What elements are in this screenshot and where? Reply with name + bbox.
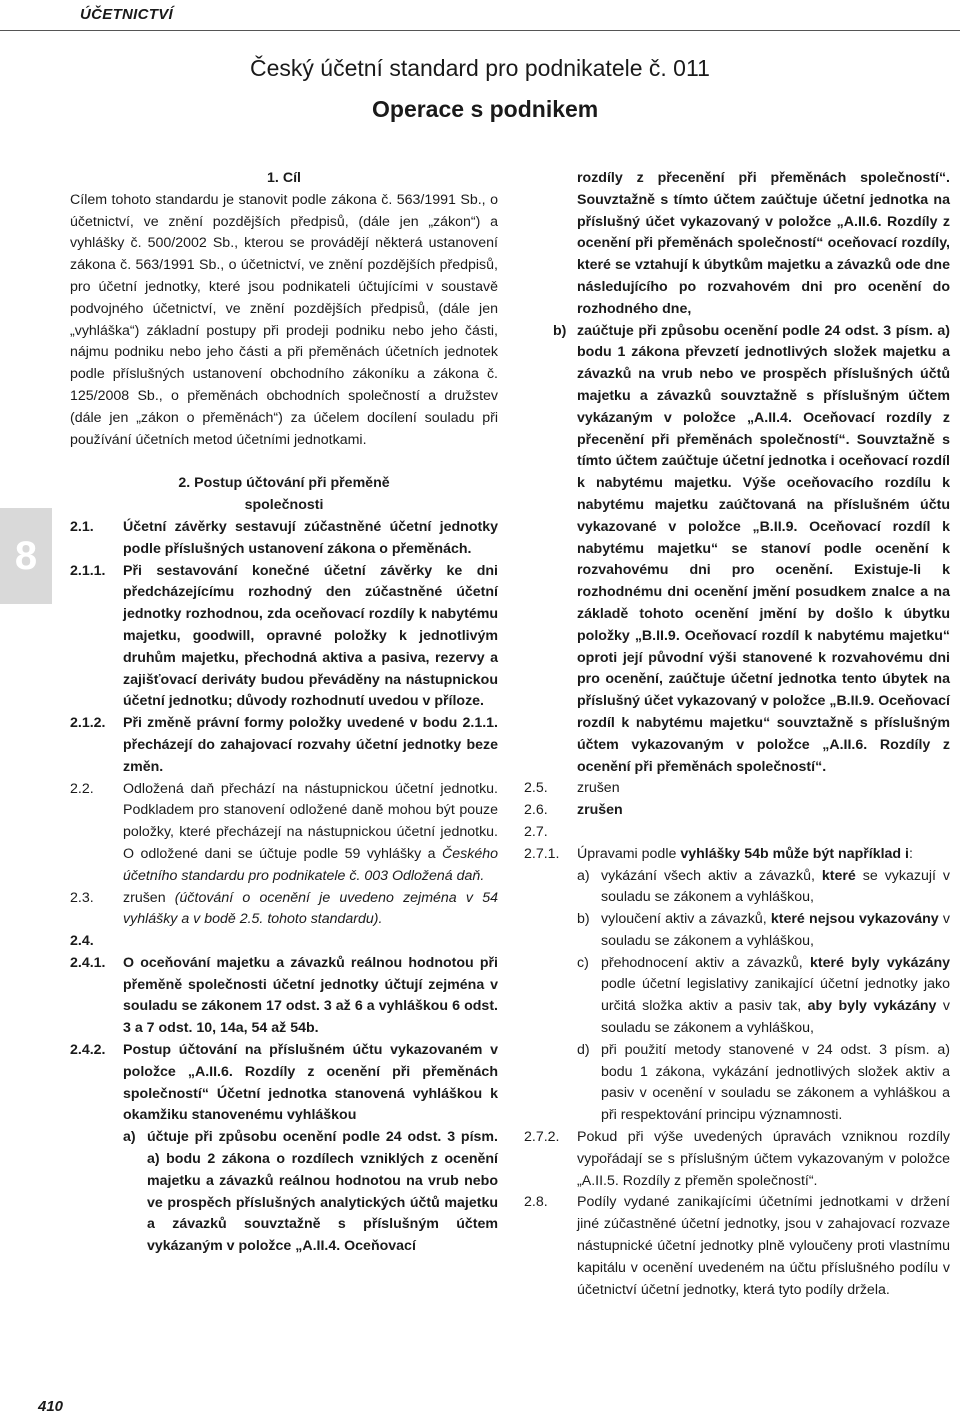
- item-text: Účetní závěrky sestavují zúčastněné účetní jednotky podle příslušných ustanovení zákona o přeměnách.: [123, 518, 498, 557]
- sub-item-d: d) při použití metody stanovené v 24 odst. 3 písm. a) bodu 1 zákona, vykázání jednotlivých složek aktiv a pasiv v ocenění v souladu se zákonem a vyhláškou a při respektování principu významnosti.: [577, 1041, 950, 1124]
- document-title: Český účetní standard pro podnikatele č. 011: [250, 55, 710, 81]
- header-rule: [0, 30, 960, 31]
- item-2-4-2: [70, 1040, 498, 1258]
- item-number: 2.2.: [70, 780, 94, 797]
- item-number: 2.1.2.: [70, 715, 106, 732]
- item-text: rozdíly z přecenění při přeměnách společností“. Souvztažně s tímto účtem zaúčtuje účetní jednotka na příslušný účet vykazovaný v položce „A.II.6. Rozdíly z ocenění při přeměnách společností“ oceňovací rozdíly, které se vztahují k úbytkům majetku a závazků ode dne následujícího po rozvahovém dni pro ocenění do rozhodného dne,: [577, 170, 950, 317]
- item-number: 2.7.: [524, 823, 548, 840]
- item-number: 2.6.: [524, 802, 548, 819]
- item-2-5: [524, 778, 950, 800]
- left-column: [70, 168, 498, 1258]
- item-2-6: [524, 800, 950, 822]
- item-2-4-2-b: b) zaúčtuje při způsobu ocenění podle 24 odst. 3 písm. a) bodu 1 zákona převzetí jednotlivých složek majetku a závazků na vrub nebo ve prospěch příslušných účtů majetku a závazků souvztažně s příslušným účtem vykázaným v položce „A.II.4. Oceňovací rozdíly z přecenění při přeměnách společností“. Souvztažně s tímto účtem zaúčtuje účetní jednotka i oceňovací rozdíl k nabytému majetku. Výše oceňovacího rozdílu k nabytému majetku zaúčtovaná na příslušném účtu vykazované v položce „B.II.9. Oceňovací rozdíl k nabytému majetku“ se stanoví podle ocenění k rozvahovému dni pro ocenění. Existuje-li k rozhodnému dni ocenění jmění posudkem znalce a na základě tohoto ocenění jmění by došlo k úbytku položky „B.II.9. Oceňovací rozdíl k nabytému majetku“ oproti její původní výši stanovené k rozvahovému dni pro ocenění, zaúčtuje účetní jednotka tento úbytek na příslušný účet vykazovaný v položce „B.II.9. Oceňovací rozdíl k nabytému majetku“ souvztažně s příslušným účtem vykazovaným v položce „A.II.6. Rozdíly z ocenění při přeměnách společností“.: [553, 322, 950, 775]
- sub-item-a: a) účtuje při způsobu ocenění podle 24 odst. 3 písm. a) bodu 2 zákona o rozdílech vzniklých z ocenění majetku a závazků reálnou hodnotou na vrub nebo ve prospěch příslušných analytických účtů majetku a závazků souvztažně s příslušným účtem vykázaným v položce „A.II.4. Oceňovací: [123, 1129, 498, 1255]
- item-text: Odložená daň přechází na nástupnickou účetní jednotku. Podkladem pro stanovení odložené daně mohou být pouze položky, které přecházejí na nástupnickou účetní jednotku. O odložené dani se účtuje podle 59 vyhlášky a Českého účetního standardu pro podnikatele č. 003 Odložená daň.: [123, 780, 498, 884]
- item-number: 2.3.: [70, 889, 94, 906]
- item-2-1: [70, 517, 498, 561]
- section-2-heading-line-2: společnosti: [244, 497, 324, 514]
- chapter-number: 8: [14, 533, 38, 578]
- item-text: O oceňování majetku a závazků reálnou hodnotou při přeměně společnosti účetní jednotky účtují zejména v souladu se zákonem 17 odst. 3 až 6 a vyhláškou 6 odst. 3 a 7 odst. 10, 14a, 54 až 54b.: [123, 954, 498, 1037]
- item-text: Pokud při výše uvedených úpravách vzniknou rozdíly vypořádají se s příslušným účtem vykazovaným v položce „A.II.5. Rozdíly z přeměn společností“.: [577, 1129, 950, 1189]
- chapter-tab: [0, 508, 52, 604]
- page-number: 410: [38, 1398, 64, 1415]
- sub-item-a: a) vykázání všech aktiv a závazků, které se vykazují v souladu se zákonem a vyhláškou,: [577, 867, 951, 906]
- item-text: Při sestavování konečné účetní závěrky ke dni předcházejícímu rozhodný den zúčastněné účetní jednotky rozhodnou, zda oceňovací rozdíly k nabytému majetku, goodwill, opravné položky k jednotlivým druhům majetku, přechodná aktiva a pasiva, rezervy a zajišťovací deriváty budou převáděny na nástupnickou účetní jednotku; důvody rozhodnutí uvedou v příloze.: [123, 562, 498, 710]
- item-text: zrušen: [577, 780, 620, 797]
- document-subtitle: Operace s podnikem: [372, 96, 599, 122]
- item-number: 2.7.2.: [524, 1129, 560, 1146]
- item-2-4: [70, 931, 498, 953]
- section-1-text: Cílem tohoto standardu je stanovit podle zákona č. 563/1991 Sb., o účetnictví, ve znění pozdějších předpisů, (dále jen „zákon“) a vyhlášky č. 500/2002 Sb., kterou se provádějí některá ustanovení zákona č. 563/1991 Sb., o účetnictví, ve znění pozdějších předpisů, pro účetní jednotky, které jsou podnikateli účtujícími v soustavě podvojného účetnictví, ve znění pozdějších předpisů, (dále jen „vyhláška“) základní postupy při prodeji podniku nebo jeho části, nájmu podniku nebo jeho části a při přeměnách účetních jednotek podle příslušných ustanovení obchodního zákoníku a zákona č. 125/2008 Sb., o přeměnách obchodních společností a družstev (dále jen „zákon o přeměnách“) za účelem docílení souladu při používání účetních metod účetními jednotkami.: [70, 191, 498, 448]
- item-2-7-1: [524, 844, 950, 1127]
- item-2-8: [524, 1192, 950, 1301]
- item-number: 2.1.1.: [70, 562, 106, 579]
- item-2-1-1: [70, 561, 498, 714]
- sub-item-b: b) vyloučení aktiv a závazků, které nejsou vykazovány v souladu se zákonem a vyhláškou,: [577, 911, 950, 949]
- item-number: 2.1.: [70, 518, 94, 535]
- page-header: [0, 0, 960, 34]
- item-number: 2.5.: [524, 780, 548, 797]
- right-column: [524, 168, 950, 1301]
- item-2-3: [70, 888, 498, 932]
- item-2-1-2: [70, 713, 498, 778]
- item-2-4-2-a-continued: [524, 168, 950, 321]
- section-label: ÚČETNICTVÍ: [80, 6, 173, 23]
- item-text: Úpravami podle vyhlášky 54b může být například i: a) vykázání všech aktiv a závazků, které se vykazují v souladu se zákonem a vyhláškou, b) vyloučení aktiv a závazků, které nejsou vykazovány v souladu se zákonem a vyhláškou, c) přehodnocení aktiv a závazků, které byly vykázány podle účetní legislativy zanikající účetní jednotky jako určitá složka aktiv a pasiv tak, aby byly vykázány v souladu se zákonem a vyhláškou, d) při použití metody stanovené v 24 odst. 3 písm. a) bodu 1 zákona, vykázání jednotlivých složek aktiv a pasiv v ocenění v souladu se zákonem a vyhláškou a při respektování principu významnosti.: [577, 844, 950, 1127]
- item-text: zrušen: [577, 802, 623, 819]
- section-2-heading-line-1: 2. Postup účtování při přeměně: [178, 475, 390, 492]
- item-number: 2.8.: [524, 1194, 548, 1211]
- section-1-heading: 1. Cíl: [267, 170, 301, 186]
- item-text: Podíly vydané zanikajícími účetními jednotkami v držení jiné zúčastněné účetní jednotky, jsou v zahajovací rozvaze nástupnické účetní jednotky plně vyloučeny proti vlastnímu kapitálu v ocenění uvedeném na účtu příslušného podílu v účetnictví účetní jednotky, která tyto podíly držela.: [577, 1194, 950, 1298]
- item-2-2: [70, 779, 498, 888]
- item-number: 2.4.: [70, 933, 94, 950]
- item-number: 2.4.1.: [70, 954, 106, 971]
- item-text: Při změně právní formy položky uvedené v bodu 2.1.1. přecházejí do zahajovací rozvahy účetní jednotky beze změn.: [123, 715, 498, 775]
- item-2-7-2: [524, 1127, 950, 1192]
- item-number: 2.7.1.: [524, 845, 560, 862]
- item-number: 2.4.2.: [70, 1042, 106, 1059]
- item-2-7: [524, 822, 950, 844]
- sub-item-c: c) přehodnocení aktiv a závazků, které byly vykázány podle účetní legislativy zanikající účetní jednotky jako určitá složka aktiv a pasiv tak, aby byly vykázány v souladu se zákonem a vyhláškou,: [577, 954, 950, 1037]
- item-text: Postup účtování na příslušném účtu vykazovaném v položce „A.II.6. Rozdíly z ocenění při přeměnách společností“ Účetní jednotka stanovená vyhláškou k okamžiku stanovenému vyhláškou a) účtuje při způsobu ocenění podle 24 odst. 3 písm. a) bodu 2 zákona o rozdílech vzniklých z ocenění majetku a závazků reálnou hodnotou na vrub nebo ve prospěch příslušných analytických účtů majetku a závazků souvztažně s příslušným účtem vykázaným v položce „A.II.4. Oceňovací: [123, 1040, 498, 1258]
- item-text: zrušen (účtování o ocenění je uvedeno zejména v 54 vyhlášky a v bodě 2.5. tohoto standardu).: [123, 889, 498, 928]
- item-2-4-1: [70, 953, 498, 1040]
